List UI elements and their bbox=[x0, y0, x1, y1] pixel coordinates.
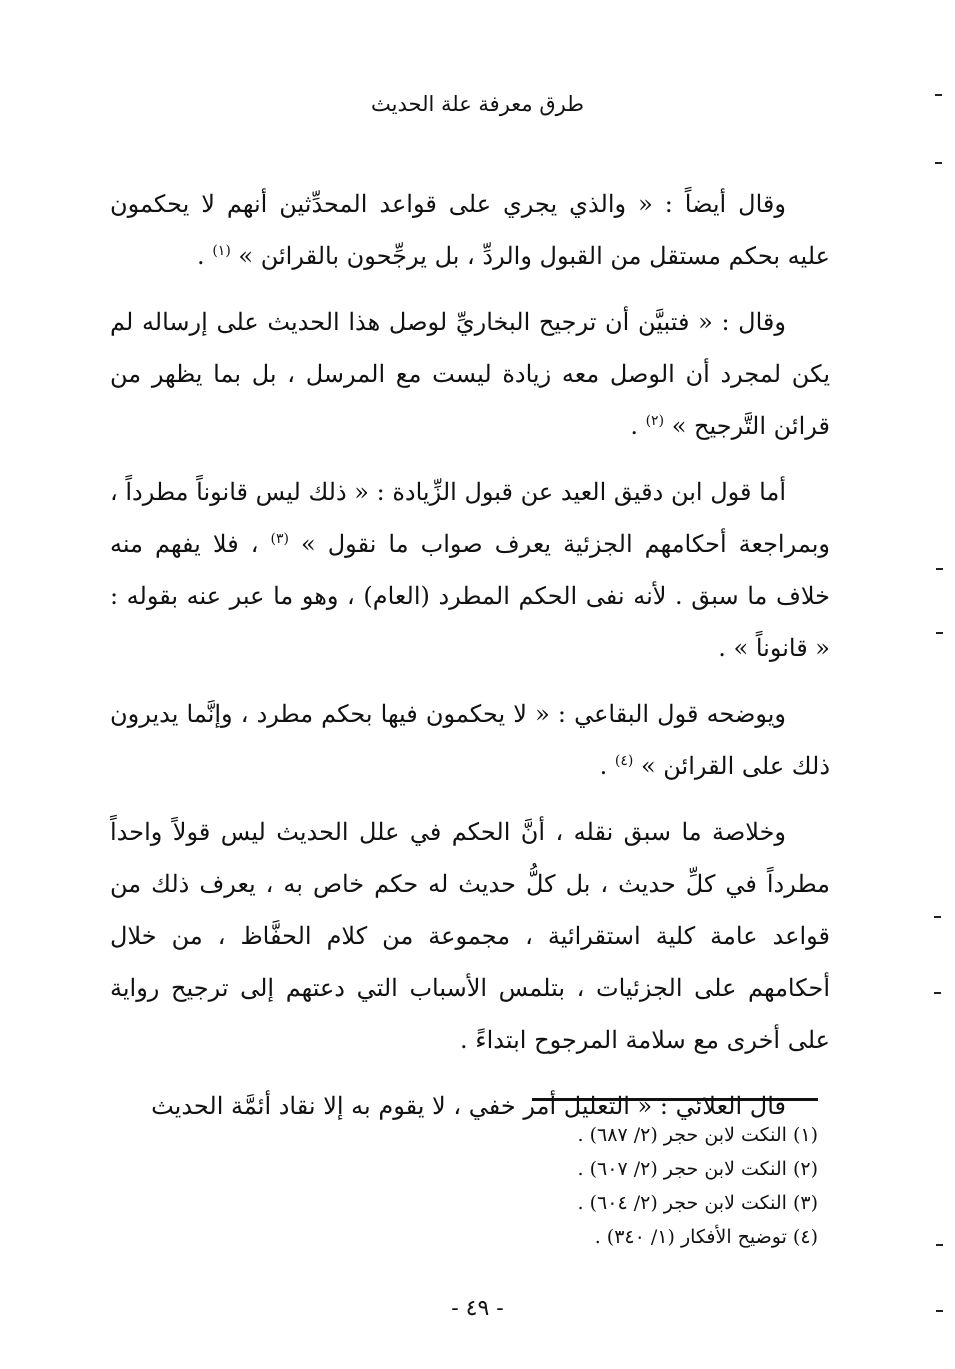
paragraph-text: وقال أيضاً : « والذي يجري على قواعد المحدِّثين أنهم لا يحكمون عليه بحكم مستقل من القبول والردِّ ، بل يرجِّحون بالقرائن » bbox=[110, 190, 830, 270]
footnote-4: (٤) توضيح الأفكار (١/ ٣٤٠) . bbox=[594, 1226, 818, 1248]
paragraph-tail: . bbox=[197, 242, 213, 270]
paragraph-5 bbox=[110, 806, 830, 1066]
paragraph-tail: . bbox=[630, 412, 646, 440]
footnote-ref-1: (١) bbox=[212, 243, 231, 259]
paragraph-text: وقال : « فتبيَّن أن ترجيح البخاريِّ لوصل هذا الحديث على إرساله لم يكن لمجرد أن الوصل معه زيادة ليست مع المرسل ، بل بما يظهر من قرائن التَّرجيح » bbox=[110, 308, 830, 440]
scan-mark bbox=[936, 1310, 943, 1312]
running-header: طرق معرفة علة الحديث bbox=[371, 92, 584, 116]
scan-mark bbox=[936, 1244, 943, 1246]
paragraph-4 bbox=[110, 688, 830, 792]
main-text bbox=[110, 178, 830, 1146]
paragraph-text: ويوضحه قول البقاعي : « لا يحكمون فيها بحكم مطرد ، وإنَّما يديرون ذلك على القرائن » bbox=[110, 700, 830, 780]
paragraph-text: وخلاصة ما سبق نقله ، أنَّ الحكم في علل الحديث ليس قولاً واحداً مطرداً في كلِّ حديث ، بل كلُّ حديث له حكم خاص به ، يعرف ذلك من قواعد عامة كلية استقرائية ، مجموعة من كلام الحفَّاظ ، من خلال أحكامهم على الجزئيات ، بتلمس الأسباب التي دعتهم إلى ترجيح رواية على أخرى مع سلامة المرجوح ابتداءً . bbox=[110, 818, 830, 1054]
paragraph-text: قال العلائي : « التعليل أمر خفي ، لا يقوم به إلا نقاد أئمَّة الحديث bbox=[151, 1092, 786, 1120]
scan-mark bbox=[935, 94, 942, 96]
scan-mark bbox=[936, 568, 943, 570]
footnote-ref-3: (٣) bbox=[270, 531, 289, 547]
scan-mark bbox=[934, 916, 941, 918]
paragraph-tail: ، فلا يفهم منه خلاف ما سبق . لأنه نفى الحكم المطرد (العام) ، وهو ما عبر عنه بقوله : « قانوناً » . bbox=[110, 530, 830, 662]
scan-mark bbox=[934, 992, 941, 994]
footnote-2: (٢) النكت لابن حجر (٢/ ٦٠٧) . bbox=[577, 1158, 818, 1180]
paragraph-3 bbox=[110, 466, 830, 674]
footnote-ref-2: (٢) bbox=[645, 413, 665, 429]
paragraph-tail: . bbox=[599, 752, 615, 780]
paragraph-text: أما قول ابن دقيق العيد عن قبول الزِّيادة : « ذلك ليس قانوناً مطرداً ، وبمراجعة أحكامهم الجزئية يعرف صواب ما نقول » bbox=[110, 478, 830, 558]
footnote-separator bbox=[532, 1098, 818, 1101]
footnotes bbox=[400, 1118, 818, 1254]
page-number: - ٤٩ - bbox=[451, 1296, 504, 1321]
footnote-3: (٣) النكت لابن حجر (٢/ ٦٠٤) . bbox=[577, 1192, 818, 1214]
scan-mark bbox=[936, 632, 943, 634]
paragraph-1 bbox=[110, 178, 830, 282]
footnote-1: (١) النكت لابن حجر (٢/ ٦٨٧) . bbox=[577, 1124, 818, 1146]
scan-mark bbox=[935, 162, 942, 164]
paragraph-2 bbox=[110, 296, 830, 452]
footnote-ref-4: (٤) bbox=[614, 753, 634, 769]
